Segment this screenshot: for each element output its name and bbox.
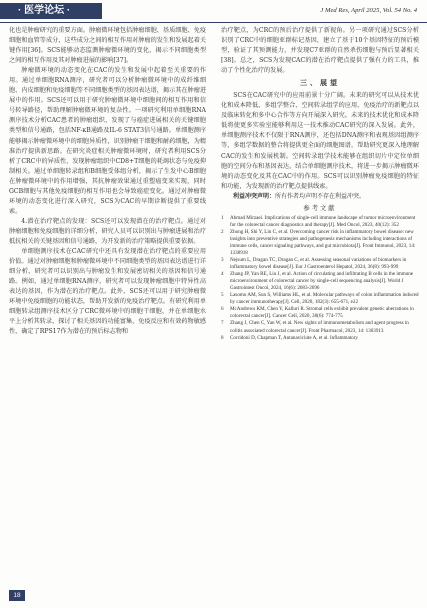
- reference-text: Ahmad Mirzaei. Implications of single-cell immune landscape of tumor microenvironment for the colorectal cancer diagnostics and therapy[J]. Med Oncol, 2023, 40(12): 352: [230, 214, 416, 228]
- reference-item: [221, 335, 419, 342]
- reference-number: 1: [221, 214, 224, 221]
- section-heading-outlook: 三、展望: [300, 79, 340, 88]
- body-paragraph: 4.潜在治疗靶点的发现：SCS还可以发现潜在的治疗靶点。通过对肿瘤细胞和免疫细胞的详细分析，研究人员可以识别出与肿瘤进展和治疗抵抗相关的关键基因和信号通路，为开发新的治疗策略提供重要依据。: [9, 217, 206, 245]
- reference-item: [221, 215, 419, 229]
- reference-item: [221, 292, 419, 306]
- references-heading: 参考文献: [303, 204, 337, 212]
- reference-item: [221, 229, 419, 257]
- body-paragraph: 治疗靶点，为CRC的预后治疗提供了新视角。另一项研究通过SCS分析识别了CRC中的细胞亚群标记基因，建立了基于10个基因特征的预后模型，验证了其预测能力，并发现C7亚群的自然杀伤细胞与预后显著相关[38]。总之，SCS为发现CAC的潜在治疗靶点提供了强有力的工具，推动了个性化治疗的发展。: [221, 27, 419, 75]
- journal-citation: J Med Res, April 2025, Vol. 54 No. 4: [320, 7, 417, 14]
- reference-number: 5: [221, 292, 224, 299]
- reference-number: 4: [221, 271, 224, 278]
- reference-text: Zhang J, Chen C, Yan W, et al. New sights of immunometabolism and agent progress in colitis associated colorectal cancer[J]. Front Pharmacol, 2023, 14: 1303913: [230, 320, 409, 334]
- body-paragraph: 化也是肿瘤研究的重要方面。肿瘤微环境包括肿瘤细胞、基质细胞、免疫细胞和血管等成分，这些成分之间的相互作用对肿瘤的发生和发展起着关键作用[36]。SCS能够动态监测肿瘤微环境的变化，揭示不同细胞类型之间的相互作用及其对肿瘤进展的影响[37]。: [9, 27, 206, 65]
- reference-number: 3: [221, 257, 224, 264]
- reference-item: [221, 271, 419, 292]
- section-banner-label: · 医学论坛 ·: [18, 5, 71, 16]
- page-number: 18: [9, 590, 25, 601]
- body-paragraph: 单细胞测序技术在CAC研究中还具有发现潜在治疗靶点的重要应用价值。通过对肿瘤细胞和肿瘤微环境中不同细胞类型的基因表达谱进行详细分析，研究者可以识别出与肿瘤发生和发展密切相关的基因和信号通路。例如，通过单细胞RNA测序，研究者可以发现肿瘤细胞中特异性高表达的基因，作为潜在的治疗靶点。此外，SCS还可以用于研究肿瘤微环境中免疫细胞的功能状态，帮助开发新的免疫治疗靶点。有研究利用单细胞转录组测序技术区分了CRC微环境中的细胞干细胞，并在单细胞水平上分析其转录，探讨了相关基因的功能富集，免疫反应和有效药物敏感性，确定了RPS17作为潜在的预后标志物和: [9, 248, 206, 336]
- conflict-of-interest-statement: [221, 192, 419, 202]
- reference-number: 6: [221, 306, 224, 313]
- right-column: [221, 26, 419, 598]
- reference-number: 8: [221, 334, 224, 341]
- body-paragraph: SCS在CAC研究中的应用前景十分广阔。未来的研究可以从技术优化和成本降低、多组学整合、空间转录组学的应用、免疫治疗的新靶点以及临床转化和多中心合作等方向开展深入研究。未来的技术优化和成本降低将使更多实验室能够利用这一技术推动CAC研究的深入发展。此外，单细胞测序技术不仅限于RNA测序，还包括DNA测序和表观基因组测序等，多组学数据的整合将提供更全面的细胞图谱，帮助研究更深入地理解CAC的发生和发展机制。空间转录组学技术能够在组织切片中定位单细胞的空间分布和基因表达，结合单细胞测序技术，将进一步揭示肿瘤微环境的动态变化及其在CAC中的作用。SCS可以识别肿瘤免疫细胞的特征和功能，为发现新的治疗靶点提供线索。: [221, 92, 419, 190]
- reference-text: Corridoni D, Chapman T, Antanaviciute A, et al. Inflammatory: [230, 334, 358, 341]
- reference-list: [221, 215, 419, 342]
- left-column: [9, 26, 206, 586]
- reference-text: McAndrews KM, Chen Y, Kalluri R. Stromal cells exhibit prevalent genetic aberrations in colorectal cancer[J]. Cancer Cell, 2020, 38(6): 774-775: [230, 306, 414, 320]
- reference-text: Zhang JP, Yan RE, Liu J, et al. Action of circulating and infiltrating B cells in the immune microenvironment of colorectal cancer by single-cell sequencing analysis[J]. World J Gastrointest Oncol, 2024, 16(6): 2683-2696: [230, 271, 414, 292]
- reference-text: Lasomo AM, Sun S, Williams HL, et al. Molecular pathways of colon inflammation induced by cancer immunotherapy[J]. Cell, 2020, 182(3): 655-671, e22: [230, 292, 419, 306]
- conflict-text: 所有作者均声明不存在利益冲突。: [275, 192, 366, 200]
- reference-text: Zhong H, Shi Y, Lin C, et al. Overcoming cancer risk in inflammatory bowel disease: new insights into preventive strategies and pathogenesis mechanisms including interactions of immune cells, cancer signaling pathways, and gut microbiota[J]. Front Immunol, 2023, 14: 1338918: [230, 228, 416, 256]
- reference-item: [221, 306, 419, 320]
- reference-number: 7: [221, 320, 224, 327]
- page-header: [0, 0, 427, 23]
- reference-text: Nejsum L, Dragan TC, Dragan C, et al. Assessing seasonal variations of biomarkers in inflammatory bowel disease[J]. Eur J Gastroenterol Hepatol, 2024, 36(8): 993-999: [230, 257, 407, 271]
- reference-item: [221, 320, 419, 334]
- section-banner: [0, 3, 102, 19]
- body-paragraph: 肿瘤微环境的动态变化在CAC的发生和发展中起着至关重要的作用。通过单细胞RNA测序，研究者可以分析肿瘤微环境中的成纤维细胞、内皮细胞和免疫细胞等不同细胞类型的基因表达谱，揭示其在肿瘤进展中的作用。SCS还可以用于研究肿瘤微环境中细胞间的相互作用和信号转导路径，帮助理解肿瘤微环境的复杂性。一项研究利用单细胞RNA测序技术分析CAC患者的肿瘤组织，发现了与癌症进展相关的关键细胞类型和信号通路，包括NF-κB通路及IL-6 STAT3信号通路。单细胞测序能够揭示肿瘤微环境中的细胞异质性，识别肿瘤干细胞和耐药细胞，为精准治疗提供新思路。在研究炎症相关肿瘤微环境时，研究者利用SCS分析了CRC中的异质性，发现肿瘤组织中CD8+T细胞的耗竭状态与免疫抑制相关。通过单细胞转录组和B细胞受体组分析，揭示了生发中心B细胞在肿瘤微环境中的作用增强，其抗肿瘤效果通过重塑癌变来实现，同时GCB细胞与其他免疫细胞的相互作用也会导致癌症变化。通过对肿瘤微环境的动态变化进行深入研究，SCS为CAC的早期诊断提供了重要线索。: [9, 67, 206, 215]
- reference-number: 2: [221, 228, 224, 235]
- conflict-label: 利益冲突声明：: [233, 192, 276, 200]
- reference-item: [221, 257, 419, 271]
